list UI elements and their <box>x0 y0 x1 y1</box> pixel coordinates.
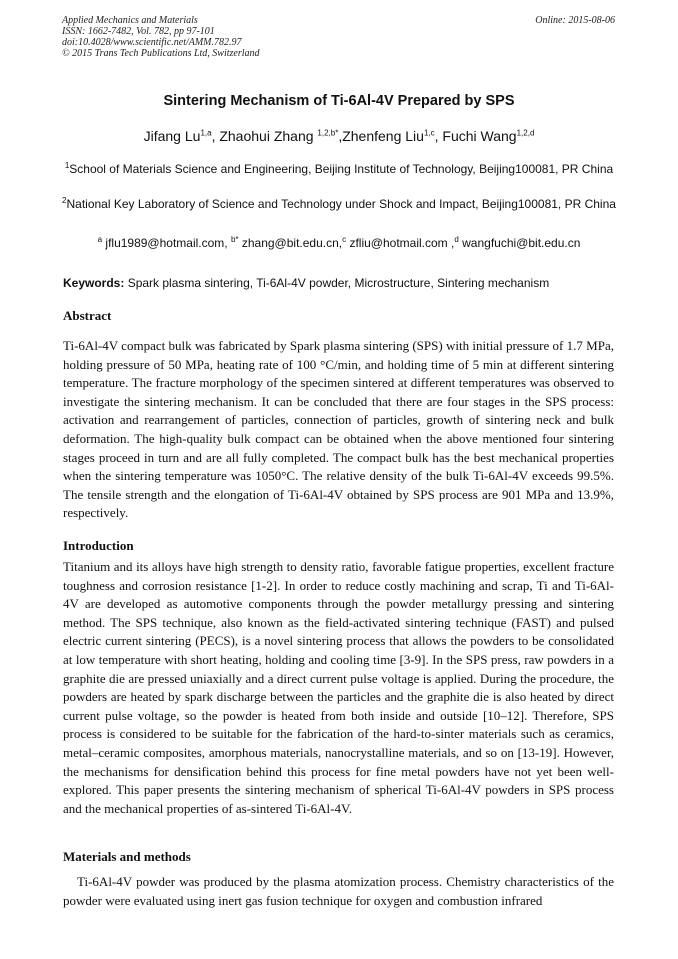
affiliation-sup: 2 <box>62 196 67 205</box>
author-name: Zhaohui Zhang <box>219 128 318 144</box>
author-sep: , <box>434 128 443 144</box>
email-sup: c <box>342 235 347 244</box>
keywords <box>63 276 623 290</box>
email-sup: d <box>454 235 459 244</box>
author-sup: 1,2,d <box>516 128 535 138</box>
paper-title: Sintering Mechanism of Ti-6Al-4V Prepared by SPS <box>163 93 515 109</box>
doi-line[interactable]: doi:10.4028/www.scientific.net/AMM.782.97 <box>62 37 242 48</box>
introduction-body <box>63 558 614 818</box>
author-sup: 1,a <box>200 128 212 138</box>
email-sup: a <box>97 235 103 244</box>
methods-heading: Materials and methods <box>63 849 191 864</box>
abstract-text: Ti-6Al-4V compact bulk was fabricated by Spark plasma sintering (SPS) with initial pressure of 1.7 MPa, holding pressure of 50 MPa, heating rate of 100 °C/min, and holding time of 5 min at different sintering temperature. The fracture morphology of the specimen sintered at different temperatures was observed to investigate the sintering mechanism. It can be concluded that there are four stages in the SPS process: activation and rearrangement of particles, connection of particles, growth of sintering neck and bulk deformation. The high-quality bulk compact can be obtained when the above mentioned four sintering stages proceed in turn and are all fully completed. The compact bulk has the best mechanical properties when the sintering temperature was 1050°C. The relative density of the bulk Ti-6Al-4V exceeds 99.5%. The tensile strength and the elongation of Ti-6Al-4V obtained by SPS process are 901 MPa and 13.9%, respectively. <box>63 338 614 521</box>
author-sep: , <box>338 128 343 144</box>
email-d[interactable]: wangfuchi@bit.edu.cn <box>458 236 581 250</box>
abstract-heading: Abstract <box>63 308 112 323</box>
journal-name: Applied Mechanics and Materials <box>62 15 198 26</box>
methods-text: Ti-6Al-4V powder was produced by the plasma atomization process. Chemistry characteristics of the powder were evaluated using inert gas fusion technique for oxygen and combustion infrared <box>63 874 614 908</box>
affiliation-sup: 1 <box>64 161 70 170</box>
introduction-heading: Introduction <box>63 538 134 553</box>
author-name: Fuchi Wang <box>442 128 517 144</box>
email-a[interactable]: jflu1989@hotmail.com, <box>102 236 231 250</box>
introduction-text: Titanium and its alloys have high strength to density ratio, favorable fatigue properties, excellent fracture toughness and corrosion resistance [1-2]. In order to reduce costly machining and scrap, Ti and Ti-6Al-4V are developed as automotive components through the powder metallurgy pressing and sintering method. The SPS technique, also known as the field-activated sintering technique (FAST) and pulsed electric current sintering (PECS), is a novel sintering process that allows the powders to be consolidated at low temperature with short heating, holding and cooling time [3-9]. In the SPS press, raw powders in a graphite die are pressed uniaxially and a direct current pulse voltage is applied. During the procedure, the powders are heated by spark discharge between the particles and the graphite die is also heated by direct current pulse voltage, so the powder is heated from both inside and outside [10–12]. Therefore, SPS process is considered to be suitable for the fabrication of the hard-to-sinter materials such as ceramics, metal–ceramic composites, amorphous materials, nanocrystalline materials, and so on [13-19]. However, the mechanisms for densification behind this process for fine metal powders have not yet been well-explored. This paper presents the sintering mechanism of spherical Ti-6Al-4V powders in SPS process and the mechanical properties of as-sintered Ti-6Al-4V. <box>63 559 614 816</box>
author-name: Zhenfeng Liu <box>342 128 424 144</box>
journal-header <box>62 15 260 59</box>
author-name: Jifang Lu <box>143 128 201 144</box>
keywords-label: Keywords: <box>63 276 125 290</box>
email-b[interactable]: zhang@bit.edu.cn, <box>238 236 343 250</box>
online-date: Online: 2015-08-06 <box>535 15 615 26</box>
affiliation-text: National Key Laboratory of Science and Technology under Shock and Impact, Beijing100081, PR China <box>66 197 616 211</box>
author-sup: 1,2,b* <box>317 128 339 138</box>
email-list <box>0 236 678 250</box>
author-sep: , <box>211 128 220 144</box>
affiliation-1 <box>60 160 618 178</box>
affiliation-2 <box>60 195 618 213</box>
author-sup: 1,c <box>423 128 435 138</box>
email-sup: b* <box>230 235 239 244</box>
copyright-line: © 2015 Trans Tech Publications Ltd, Switzerland <box>62 48 260 59</box>
methods-body <box>63 873 614 910</box>
keywords-text: Spark plasma sintering, Ti-6Al-4V powder, Microstructure, Sintering mechanism <box>124 276 550 290</box>
abstract-body <box>63 337 614 523</box>
email-c[interactable]: zfliu@hotmail.com , <box>346 236 455 250</box>
author-list <box>0 128 678 144</box>
issn-line: ISSN: 1662-7482, Vol. 782, pp 97-101 <box>62 26 215 37</box>
affiliation-text: School of Materials Science and Engineering, Beijing Institute of Technology, Beijing100081, PR China <box>69 162 614 176</box>
